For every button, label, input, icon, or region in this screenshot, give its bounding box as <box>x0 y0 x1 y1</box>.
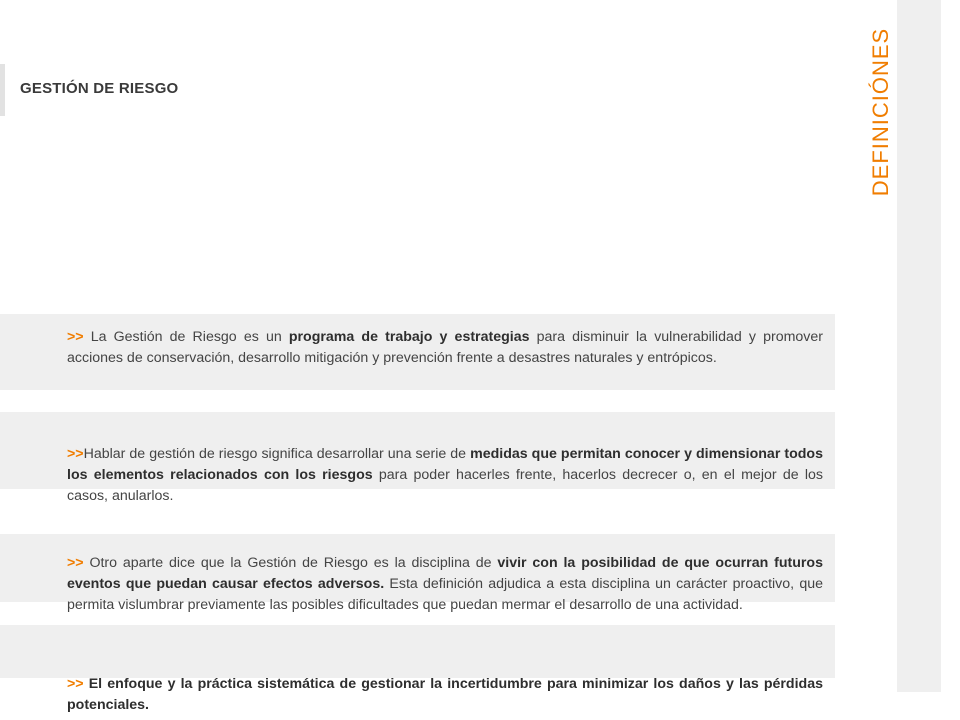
definition-emphasis: medidas que permitan conocer y dimensionar todos los elementos relacionados con los riesgos <box>67 446 823 483</box>
definition-text: La Gestión de Riesgo es un <box>83 329 289 345</box>
definition-emphasis: El enfoque y la práctica sistemática de gestionar la incertidumbre para minimizar los daños y las pérdidas potenciales. <box>67 676 823 713</box>
definition-emphasis: programa de trabajo y estrategias <box>288 329 530 345</box>
section-label-text: DEFINICIÓNES <box>868 27 893 197</box>
definition-paragraph-4 <box>67 674 823 716</box>
left-accent-tab <box>0 64 5 116</box>
bullet-arrow: >> <box>67 446 84 462</box>
definition-text: Hablar de gestión de riesgo significa desarrollar una serie de <box>83 446 471 462</box>
definition-text: Esta definición adjudica a esta disciplina un carácter proactivo, que permita vislumbrar previamente las posibles dificultades que puedan mermar el desarrollo de una actividad. <box>67 576 823 613</box>
right-side-strip <box>897 0 941 692</box>
page-title: GESTIÓN DE RIESGO <box>20 80 179 97</box>
definition-paragraph-2 <box>67 444 823 507</box>
definition-text: para poder hacerles frente, hacerlos decrecer o, en el mejor de los casos, anularlos. <box>67 467 823 504</box>
definition-emphasis: vivir con la posibilidad de que ocurran futuros eventos que puedan causar efectos adversos. <box>67 555 823 592</box>
bullet-arrow: >> <box>67 676 84 692</box>
definition-paragraph-3 <box>67 553 823 616</box>
definition-text: para disminuir la vulnerabilidad y promover acciones de conservación, desarrollo mitigación y prevención frente a desastres naturales y entrópicos. <box>67 329 824 366</box>
bullet-arrow: >> <box>67 329 84 345</box>
section-label <box>866 24 896 200</box>
definition-paragraph-1 <box>67 327 823 369</box>
definition-text: Otro aparte dice que la Gestión de Riesgo es la disciplina de <box>83 555 498 571</box>
bullet-arrow: >> <box>67 555 84 571</box>
definition-band-4 <box>0 625 835 678</box>
